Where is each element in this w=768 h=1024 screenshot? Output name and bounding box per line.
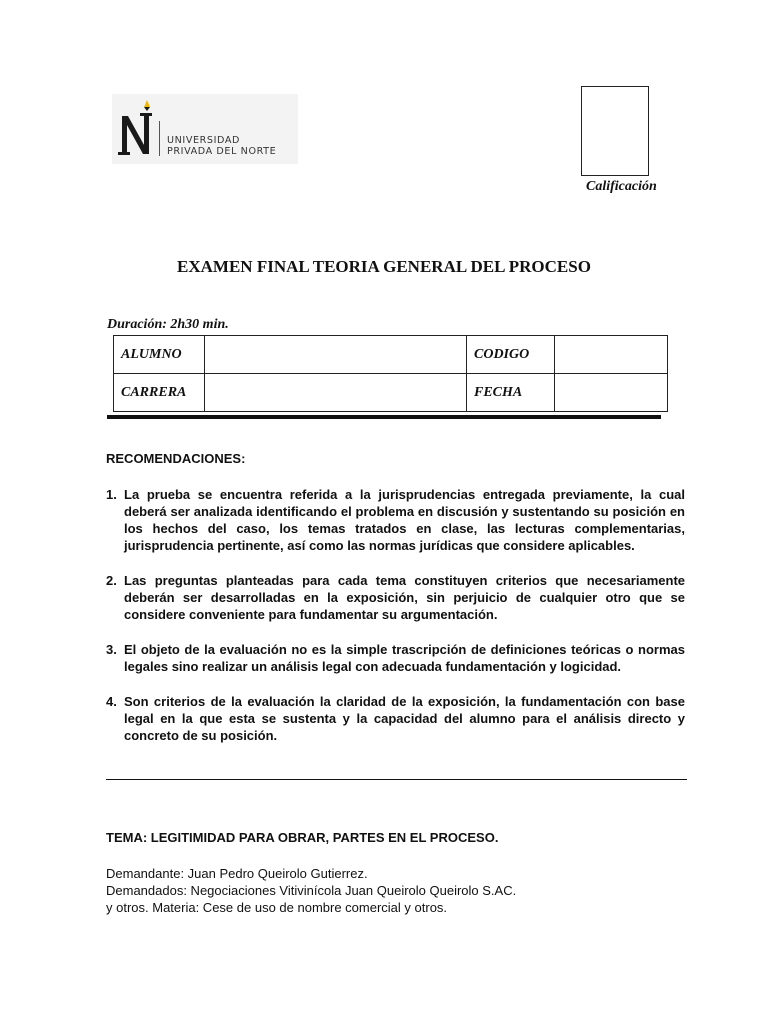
tema-heading: TEMA: LEGITIMIDAD PARA OBRAR, PARTES EN EL PROCESO.: [106, 830, 499, 845]
table-row: [114, 374, 668, 412]
carrera-label: CARRERA: [114, 374, 205, 412]
case-demandados: Demandados: Negociaciones Vitivinícola Juan Queirolo Queirolo S.AC.: [106, 883, 517, 898]
recommendations-list: [106, 486, 685, 762]
carrera-field[interactable]: [205, 374, 467, 412]
recommendations-heading: RECOMENDACIONES:: [106, 451, 246, 466]
list-item: [106, 693, 685, 744]
university-logo: [112, 94, 298, 164]
list-item: [106, 486, 685, 554]
logo-line-1: UNIVERSIDAD: [167, 135, 241, 146]
grade-box: [581, 86, 649, 176]
list-item-number: 1.: [106, 487, 117, 502]
fecha-field[interactable]: [555, 374, 668, 412]
grade-label: Calificación: [586, 179, 657, 194]
list-item-text: El objeto de la evaluación no es la simple trascripción de definiciones teóricas o normas legales sino realizar un análisis legal con adecuada fundamentación y logicidad.: [124, 642, 685, 674]
codigo-field[interactable]: [555, 336, 668, 374]
list-item: [106, 641, 685, 675]
section-divider: [106, 779, 687, 780]
list-item-number: 4.: [106, 694, 117, 709]
list-item-number: 3.: [106, 642, 117, 657]
list-item: [106, 572, 685, 623]
student-info-table: [113, 335, 668, 412]
logo-line-2: PRIVADA DEL NORTE: [167, 146, 277, 157]
fecha-label: FECHA: [467, 374, 555, 412]
case-details: [106, 865, 558, 916]
codigo-label: CODIGO: [467, 336, 555, 374]
duration-label: Duración: 2h30 min.: [107, 317, 229, 332]
list-item-number: 2.: [106, 573, 117, 588]
alumno-field[interactable]: [205, 336, 467, 374]
case-materia: y otros. Materia: Cese de uso de nombre comercial y otros.: [106, 900, 448, 915]
upn-n-emblem-icon: [112, 94, 168, 164]
list-item-text: Son criterios de la evaluación la claridad de la exposición, la fundamentación con base legal en la que esta se sustenta y la capacidad del alumno para el análisis directo y concreto de su posición.: [124, 694, 685, 743]
list-item-text: Las preguntas planteadas para cada tema constituyen criterios que necesariamente deberán ser desarrolladas en la exposición, sin perjuicio de cualquier otro que se considere conveniente para fundamentar su argumentación.: [124, 573, 685, 622]
logo-wordmark: [167, 135, 276, 157]
case-demandante: Demandante: Juan Pedro Queirolo Gutierrez.: [106, 866, 368, 881]
list-item-text: La prueba se encuentra referida a la jurisprudencias entregada previamente, la cual deberá ser analizada identificando el problema en discusión y sustentando su posición en los hechos del caso, los temas tratados en clase, las lecturas complementarias, jurisprudencia pertinente, así como las normas jurídicas que considere aplicables.: [124, 487, 685, 553]
table-row: [114, 336, 668, 374]
exam-title: EXAMEN FINAL TEORIA GENERAL DEL PROCESO: [177, 257, 591, 276]
section-divider: [107, 415, 661, 419]
alumno-label: ALUMNO: [114, 336, 205, 374]
